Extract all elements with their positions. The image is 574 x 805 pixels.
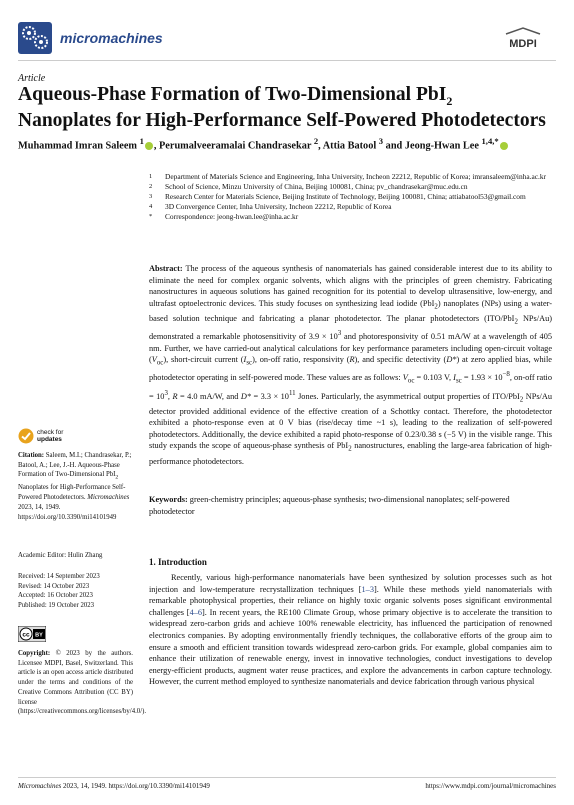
journal-logo-icon	[18, 22, 52, 54]
journal-name: micromachines	[60, 30, 163, 46]
author-name: Perumalveeramalai Chandrasekar	[159, 140, 312, 152]
intro-paragraph: Recently, various high-performance nanomaterials have been synthesized by solution processes such as hot injection and low-temperature recrystallization techniques [1–3]. While these methods yield nanomaterials with remarkable photophysical properties, their reliance on highly toxic organic solvents poses significant environmental challenges [4–6]. In recent years, the RE100 Climate Group, whose primary objective is to accelerate the transition to widespread zero-carbon grids and achieve 100% renewable electricity, has influenced the participation of renowned electronics companies. By adopting environmentally friendly techniques, the collaborative efforts of the group aim to ensure a smooth and efficient transition towards widespread zero-carbon grids. For example, global companies aim to enhance their utilization of renewable energy, invest in innovative technologies, conduct investigations to develop energy-efficient products, augment water reuse practices, and explore the advancements in carbon capture technology. However, the current method employed to synthesize nanomaterials and device fabrication through various physical	[149, 573, 552, 687]
academic-editor: Academic Editor: Hulin Zhang	[18, 552, 103, 559]
author-list: Muhammad Imran Saleem $^1$ , Perumalveeramalai Chandrasekar $^2$, Attia Batool $^3$ and Jeong-Hwan Lee $^{1,4,*}$	[18, 136, 558, 151]
affiliation-item: 2 School of Science, Minzu University of China, Beijing 100081, China; pv_chandrasekar@muc.edu.cn	[149, 181, 468, 191]
author-name: Muhammad Imran Saleem	[18, 140, 137, 152]
accepted-date: Accepted: 16 October 2023	[18, 592, 93, 600]
publication-dates	[18, 572, 133, 611]
article-type: Article	[18, 73, 46, 84]
author-name: Jeong-Hwan Lee	[404, 140, 479, 152]
footer-journal-url[interactable]: https://www.mdpi.com/journal/micromachines	[425, 782, 556, 790]
orcid-icon[interactable]	[145, 142, 153, 150]
received-date: Received: 14 September 2023	[18, 573, 100, 580]
reference-link[interactable]: 4–6	[189, 607, 203, 617]
keywords: Keywords: green-chemistry principles; aqueous-phase synthesis; two-dimensional nanoplates; self-powered photodetector	[149, 495, 510, 516]
affiliation-item: 1 Department of Materials Science and Engineering, Inha University, Incheon 22212, Republic of Korea; imransaleem@inha.ac.kr	[149, 172, 547, 181]
footer-divider	[18, 777, 556, 778]
affiliation-item: 3 Research Center for Materials Science, Beijing Institute of Technology, Beijing 100081, China; attiabatool53@gmail.com	[149, 191, 526, 201]
header-divider	[18, 60, 556, 61]
orcid-icon[interactable]	[500, 142, 508, 150]
publisher-name: MDPI	[509, 38, 537, 50]
author-name: Attia Batool	[322, 140, 377, 152]
affiliation-item: 4 3D Convergence Center, Inha University, Incheon 22212, Republic of Korea	[149, 201, 392, 211]
published-date: Published: 19 October 2023	[18, 602, 95, 610]
affiliation-item: * Correspondence: jeong-hwan.lee@inha.ac.kr	[149, 211, 299, 221]
revised-date: Revised: 14 October 2023	[18, 582, 90, 590]
reference-link[interactable]: 1–3	[361, 584, 374, 594]
check-for-updates-button[interactable]: check for updates	[18, 428, 63, 444]
copyright-notice: Copyright: © 2023 by the authors. Licensee MDPI, Basel, Switzerland. This article is an open access article distributed under the terms and conditions of the Creative Commons Attribution (CC BY) license (https://creativecommons.org/licenses/by/4.0/).	[18, 650, 147, 716]
footer-citation: Micromachines 2023, 14, 1949. https://doi.org/10.3390/mi14101949	[18, 782, 210, 790]
svg-text:cc: cc	[22, 631, 30, 639]
svg-text:BY: BY	[35, 632, 43, 639]
mdpi-logo-icon	[502, 26, 544, 50]
cc-by-license-icon[interactable]	[18, 626, 46, 642]
check-updates-icon	[18, 428, 34, 444]
section-heading: 1. Introduction	[149, 557, 207, 567]
citation-block: Citation: Saleem, M.I.; Chandrasekar, P.; Batool, A.; Lee, J.-H. Aqueous-Phase Formation of Two-Dimensional PbI$_2$ Nanoplates for High-Performance Self-Powered Photodetectors. Micromachines 2023, 14, 1949. https://doi.org/10.3390/mi14101949	[18, 452, 132, 521]
paper-title: Aqueous-Phase Formation of Two-Dimensional PbI$_2$ Nanoplates for High-Performance Self-Powered Photodetectors	[18, 84, 546, 131]
abstract: Abstract: The process of the aqueous synthesis of nanomaterials has gained considerable interest due to its ability to eliminate the need for complex organic solvents, which aligns with the principles of green chemistry. Fabricating nanostructures in aqueous solutions has gained recognition for its potential to develop ultrasensitive, low-energy, and ultrafast optoelectronic devices. This study focuses on synthesizing lead iodide (PbI$_2$) nanoplates (NPs) using a water-based solution technique and fabricating a planar photodetector. The planar photodetectors (ITO/PbI$_2$ NPs/Au) demonstrated a remarkable photosensitivity of $3.9 \times 10^3$ and photoresponsivity of 0.51 mA/W at a wavelength of 405 nm. Further, we have carried-out analytical calculations for key performance parameters including open-circuit voltage $(V_{oc})$, short-circuit current $(I_{sc})$, on-off ratio, responsivity (R), and specific detectivity (D*) at zero applied bias, while photodetector operating in self-powered mode. These values are as follows: $V_{oc} = 0.103$ V, $I_{sc} = 1.93 \times 10^{-8}$, on-off ratio = $10^3$, R = 4.0 mA/W, and $D* = 3.3 \times 10^{11}$ Jones. Particularly, the asymmetrical output properties of ITO/PbI$_2$ NPs/Au detector provided additional evidence of the effective creation of a Schottky contact. Therefore, the photodetector exhibited a photo-response even at 0 V bias (rise/decay time ~1 s), leading to the realization of self-powered photodetectors. Additionally, the device exhibited a rapid photo-response of 0.23/0.38 s (−5 V) in the visible range. This study expands the scope of aqueous-phase synthesis of PbI$_2$ nanostructures, enabling the large-area fabrication of high-performance photodetectors.	[149, 264, 552, 466]
affiliation-list	[149, 172, 549, 222]
